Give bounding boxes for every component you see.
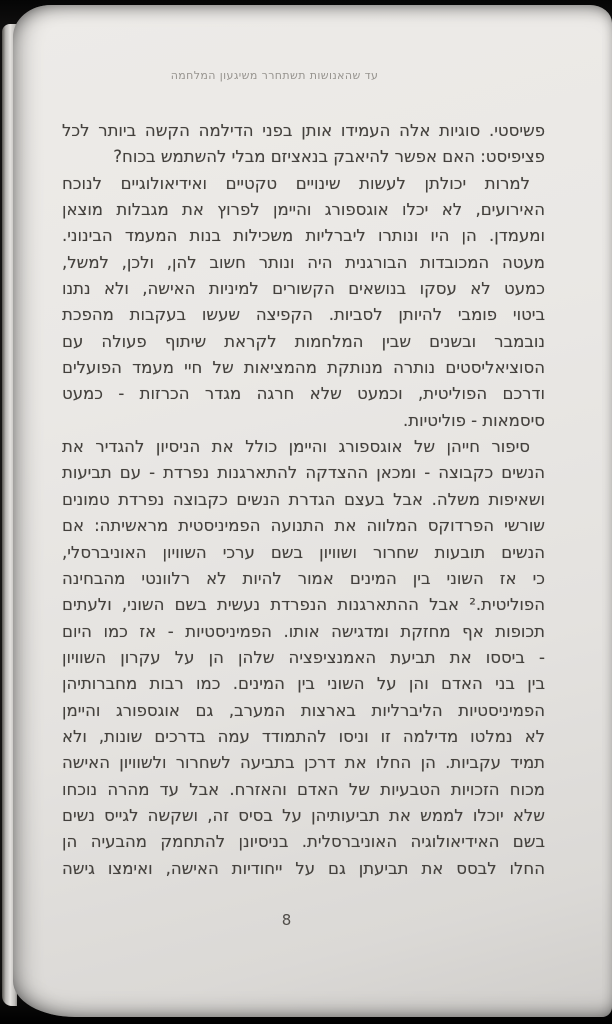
text-line: שורשי הפרדוקס המלווה את התנועה הפמיניסטית מראשיתה: אם xyxy=(62,516,545,536)
text-line: האירועים, לא יכלו אוגספורג והיימן לפרוץ את מגבלות מוצאן xyxy=(62,200,545,220)
body-text xyxy=(62,118,545,882)
text-line: הפוליטית.² אבל ההתארגנות הנפרדת נעשית בשם השוני, ולעתים xyxy=(62,595,545,615)
text-line: כמעט לא עסקו בנושאים הקשורים למיניות האישה, ולא נתנו xyxy=(62,279,545,299)
text-line: ומעמדן. הן היו ונותרו ליברליות משכילות בנות המעמד הבינוני. xyxy=(62,226,545,246)
running-header: עד שהאנושות תשתחרר משיגעון המלחמה xyxy=(170,69,379,82)
text-line: לא נמלטו מדילמה זו וניסו להתמודד עמה בדרכים שונות, ולא xyxy=(62,726,545,746)
text-line: ושאיפות משלה. אבל בעצם הגדרת הנשים כקבוצה נפרדת טמונים xyxy=(62,489,545,509)
text-line: שלא יוכלו לממש את תביעותיהן על בסיס זה, ושקשה לגייס נשים xyxy=(62,805,545,825)
page-number: 8 xyxy=(281,911,292,929)
text-line: הפמיניסטיות הליברליות בארצות המערב, גם אוגספורג והיימן xyxy=(62,700,545,720)
text-line: פציפיסט: האם אפשר להיאבק בנאציזם מבלי להשתמש בכוח? xyxy=(113,147,545,167)
text-line: בין בני האדם והן על השוני בין המינים. כמו רבות מחברותיהן xyxy=(62,674,545,694)
text-line: החלו לבסס את תביעתן גם על ייחודיות האישה, ואימצו גישה xyxy=(62,858,545,878)
text-line: בשם האידיאולוגיה האוניברסלית. בניסיונן להתחמק מהבעיה הן xyxy=(62,832,545,852)
text-line: נובמבר ובשנים שבין המלחמות לקראת שיתוף פעולה עם xyxy=(62,331,545,351)
text-line: מעטה המכובדות הבורגנית היה ונותר חשוב להן, ולכן, למשל, xyxy=(62,252,545,272)
book-page xyxy=(13,5,612,1017)
text-line: סיסמאות - פוליטיות. xyxy=(403,410,545,430)
text-line: מכוח הזכויות הטבעיות של האדם והאזרח. אבל עד מהרה נוכחו xyxy=(62,779,545,799)
text-line: הסוציאליסטים נותרה מנותקת מהמציאות של חיי מעמד הפועלים xyxy=(62,358,545,378)
text-line: פשיסטי. סוגיות אלה העמידו אותן בפני הדילמה הקשה ביותר לכל xyxy=(62,121,545,140)
text-line: תמיד עקביות. הן החלו את דרכן בתביעה לשחרור ולשוויון האישה xyxy=(62,753,545,773)
text-line: - ביססו את תביעת האמנציפציה שלהן הן על עקרון השוויון xyxy=(62,647,545,667)
text-line: כי אז השוני בין המינים אמור להיות לא רלוונטי מהבחינה xyxy=(62,568,545,588)
text-line: סיפור חייהן של אוגספורג והיימן כולל את הניסיון להגדיר את xyxy=(62,437,530,457)
text-line: הנשים תובעות שחרור ושוויון בשם ערכי השוויון האוניברסלי, xyxy=(62,542,545,562)
text-line: ביטוי פומבי להיותן לסביות. הקפיצה שעשו בעקבות מהפכת xyxy=(62,305,545,325)
text-line: תכופות אף מחזקת ומדגישה אותו. הפמיניסטיות - אז כמו היום xyxy=(62,621,545,641)
text-line: הנשים כקבוצה - ומכאן ההצדקה להתארגנות נפרדת - עם תביעות xyxy=(62,463,545,483)
text-line: ודרכם הפוליטית, וכמעט שלא חרגה מגדר הכרזות - כמעט xyxy=(62,384,545,404)
text-line: למרות יכולתן לעשות שינויים טקטיים ואידיאולוגיים לנוכח xyxy=(62,173,530,193)
